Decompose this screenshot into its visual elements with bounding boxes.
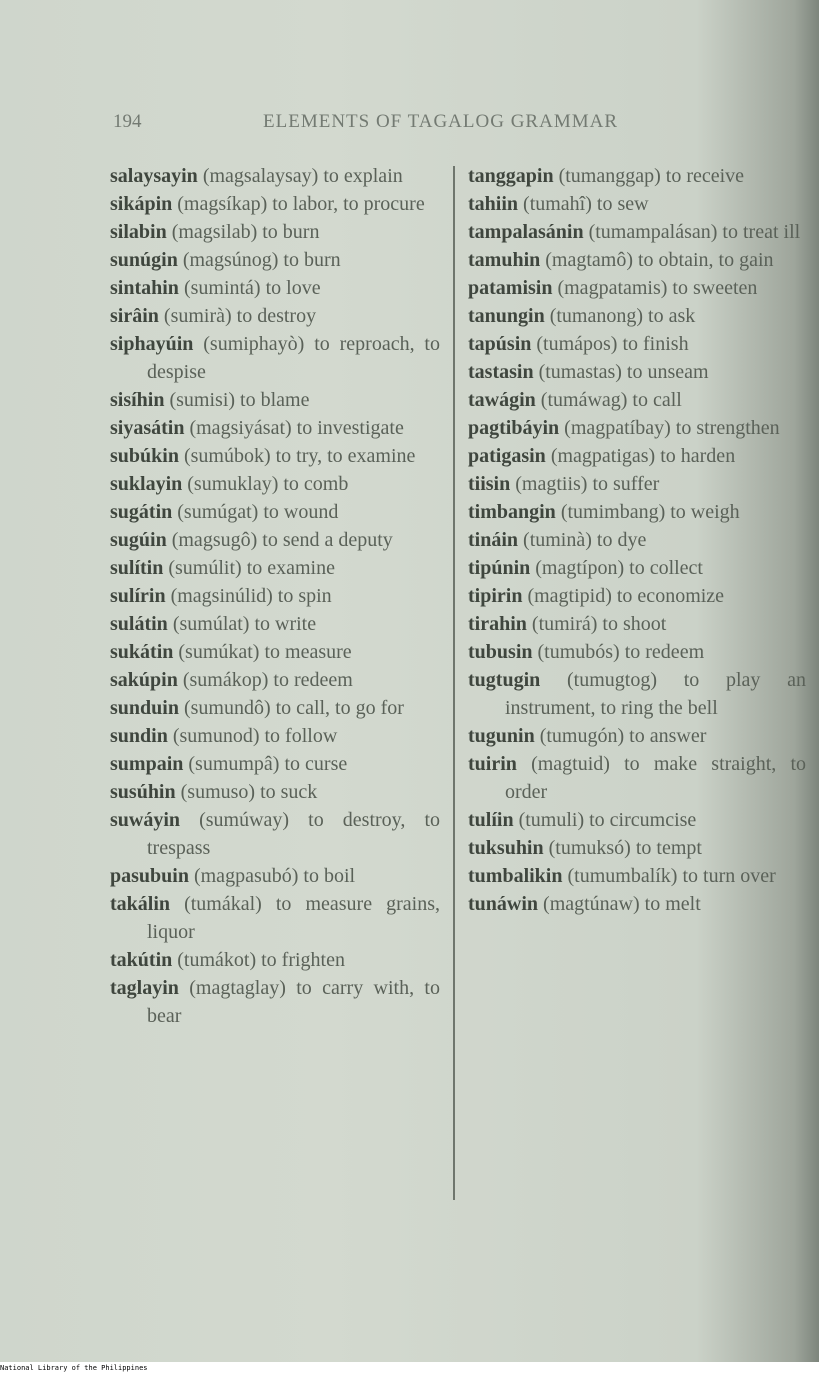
entry-headword: timbangin xyxy=(468,501,556,523)
entry-definition: (tumuli) to circumcise xyxy=(518,809,697,831)
entry-definition: (magsinúlid) to spin xyxy=(170,585,332,607)
entry-headword: subúkin xyxy=(110,445,179,467)
dictionary-entry xyxy=(110,974,440,1030)
entry-definition: (magtuid) to make straight, to order xyxy=(505,753,807,803)
dictionary-entry xyxy=(110,414,440,442)
entry-headword: tiisin xyxy=(468,473,511,495)
entry-headword: susúhin xyxy=(110,781,176,803)
entry-headword: pasubuin xyxy=(110,865,189,887)
dictionary-entry xyxy=(110,610,440,638)
entry-definition: (sumúgat) to wound xyxy=(177,501,339,523)
entry-headword: salaysayin xyxy=(110,165,198,187)
dictionary-entry xyxy=(110,638,440,666)
left-column xyxy=(110,162,440,1030)
dictionary-entry xyxy=(468,610,806,638)
dictionary-entry xyxy=(468,862,806,890)
running-head: ELEMENTS OF TAGALOG GRAMMAR xyxy=(263,111,619,132)
dictionary-entry xyxy=(110,778,440,806)
entry-headword: sugúin xyxy=(110,529,167,551)
entry-headword: tirahin xyxy=(468,613,527,635)
dictionary-entry xyxy=(468,358,806,386)
dictionary-entry xyxy=(468,414,806,442)
dictionary-entry xyxy=(468,750,806,806)
entry-definition: (tumirá) to shoot xyxy=(531,613,667,635)
entry-headword: tulíin xyxy=(468,809,514,831)
entry-headword: takútin xyxy=(110,949,173,971)
entry-definition: (sumiphayò) to reproach, to despise xyxy=(147,333,440,383)
dictionary-entry xyxy=(110,750,440,778)
entry-definition: (tumugtog) to play an instrument, to ring the bell xyxy=(505,669,807,719)
entry-headword: sikápin xyxy=(110,193,173,215)
entry-headword: pagtibáyin xyxy=(468,417,560,439)
dictionary-entry xyxy=(468,666,806,722)
dictionary-entry xyxy=(110,554,440,582)
entry-headword: sugátin xyxy=(110,501,173,523)
entry-definition: (magpatíbay) to strengthen xyxy=(564,417,780,439)
entry-definition: (sumúlat) to write xyxy=(172,613,317,635)
column-divider xyxy=(453,166,455,1200)
dictionary-entry xyxy=(110,582,440,610)
entry-definition: (tumápos) to finish xyxy=(536,333,689,355)
entry-definition: (magtúnaw) to melt xyxy=(543,893,701,915)
entry-headword: tuksuhin xyxy=(468,837,544,859)
entry-headword: tunáwin xyxy=(468,893,539,915)
entry-definition: (magsalaysay) to explain xyxy=(202,165,403,187)
entry-headword: patamisin xyxy=(468,277,553,299)
entry-headword: sulírin xyxy=(110,585,166,607)
entry-definition: (tumuksó) to tempt xyxy=(548,837,702,859)
entry-headword: sisíhin xyxy=(110,389,165,411)
entry-definition: (magsilab) to burn xyxy=(171,221,320,243)
footer-watermark: National Library of the Philippines xyxy=(0,1364,148,1372)
dictionary-entry xyxy=(468,470,806,498)
entry-headword: tawágin xyxy=(468,389,536,411)
entry-definition: (magsíkap) to labor, to procure xyxy=(177,193,425,215)
entry-definition: (sumúkat) to measure xyxy=(178,641,352,663)
entry-definition: (tumákot) to frighten xyxy=(177,949,345,971)
entry-headword: tipúnin xyxy=(468,557,531,579)
dictionary-entry xyxy=(468,526,806,554)
entry-definition: (tumumbalík) to turn over xyxy=(567,865,776,887)
entry-definition: (tumanong) to ask xyxy=(549,305,696,327)
dictionary-entry xyxy=(468,330,806,358)
dictionary-entry xyxy=(110,442,440,470)
entry-definition: (sumundô) to call, to go for xyxy=(183,697,404,719)
entry-headword: siyasátin xyxy=(110,417,185,439)
entry-definition: (sumuso) to suck xyxy=(180,781,318,803)
entry-definition: (sumisi) to blame xyxy=(169,389,310,411)
entry-headword: tahiin xyxy=(468,193,519,215)
entry-headword: suklayin xyxy=(110,473,183,495)
dictionary-entry xyxy=(468,638,806,666)
entry-definition: (magtipid) to economize xyxy=(527,585,725,607)
entry-headword: tumbalikin xyxy=(468,865,563,887)
dictionary-entry xyxy=(110,470,440,498)
entry-headword: tamuhin xyxy=(468,249,541,271)
dictionary-entry xyxy=(110,946,440,974)
right-column xyxy=(468,162,806,918)
dictionary-entry xyxy=(110,694,440,722)
dictionary-entry xyxy=(110,218,440,246)
dictionary-entry xyxy=(110,302,440,330)
entry-headword: sirâin xyxy=(110,305,159,327)
entry-definition: (magtaglay) to carry with, to bear xyxy=(147,977,440,1027)
page-number: 194 xyxy=(113,111,142,132)
entry-headword: sakúpin xyxy=(110,669,178,691)
dictionary-entry xyxy=(110,498,440,526)
entry-definition: (sumirà) to destroy xyxy=(163,305,317,327)
dictionary-entry xyxy=(468,554,806,582)
entry-headword: sukátin xyxy=(110,641,174,663)
entry-definition: (magpasubó) to boil xyxy=(193,865,356,887)
entry-headword: tapúsin xyxy=(468,333,532,355)
entry-headword: tanggapin xyxy=(468,165,554,187)
entry-headword: tugtugin xyxy=(468,669,541,691)
entry-definition: (tumimbang) to weigh xyxy=(560,501,740,523)
dictionary-entry xyxy=(468,386,806,414)
entry-definition: (sumuklay) to comb xyxy=(187,473,349,495)
entry-definition: (sumúbok) to try, to examine xyxy=(183,445,416,467)
dictionary-entry xyxy=(110,162,440,190)
entry-definition: (magtamô) to obtain, to gain xyxy=(545,249,774,271)
entry-headword: tináin xyxy=(468,529,519,551)
dictionary-entry xyxy=(468,806,806,834)
entry-headword: sintahin xyxy=(110,277,179,299)
entry-headword: suwáyin xyxy=(110,809,181,831)
dictionary-entry xyxy=(110,190,440,218)
dictionary-entry xyxy=(468,442,806,470)
entry-definition: (tumanggap) to receive xyxy=(558,165,745,187)
entry-headword: silabin xyxy=(110,221,167,243)
dictionary-entry xyxy=(468,498,806,526)
dictionary-entry xyxy=(468,162,806,190)
entry-definition: (tumampalásan) to treat ill xyxy=(588,221,801,243)
dictionary-entry xyxy=(468,302,806,330)
dictionary-entry xyxy=(468,722,806,750)
dictionary-entry xyxy=(110,274,440,302)
entry-definition: (sumúway) to destroy, to trespass xyxy=(147,809,441,859)
entry-headword: tugunin xyxy=(468,725,535,747)
entry-definition: (tumahî) to sew xyxy=(523,193,649,215)
dictionary-entry xyxy=(110,806,440,862)
dictionary-entry xyxy=(468,246,806,274)
entry-headword: sunduin xyxy=(110,697,179,719)
dictionary-entry xyxy=(110,722,440,750)
entry-headword: takálin xyxy=(110,893,171,915)
dictionary-entry xyxy=(468,218,806,246)
entry-headword: tastasin xyxy=(468,361,534,383)
entry-headword: sulátin xyxy=(110,613,168,635)
entry-headword: sundin xyxy=(110,725,168,747)
dictionary-entry xyxy=(110,330,440,386)
entry-definition: (sumúlit) to examine xyxy=(168,557,335,579)
entry-headword: siphayúin xyxy=(110,333,194,355)
dictionary-entry xyxy=(468,582,806,610)
entry-definition: (tumugón) to answer xyxy=(539,725,707,747)
entry-headword: tubusin xyxy=(468,641,533,663)
entry-definition: (sumintá) to love xyxy=(183,277,321,299)
entry-headword: tuirin xyxy=(468,753,517,775)
entry-definition: (tumáwag) to call xyxy=(540,389,682,411)
entry-definition: (sumákop) to redeem xyxy=(182,669,353,691)
entry-definition: (tumubós) to redeem xyxy=(537,641,705,663)
entry-headword: patigasin xyxy=(468,445,546,467)
entry-definition: (magpatamis) to sweeten xyxy=(557,277,758,299)
entry-definition: (tumastas) to unseam xyxy=(538,361,709,383)
entry-headword: sunúgin xyxy=(110,249,178,271)
entry-definition: (magsugô) to send a deputy xyxy=(171,529,393,551)
entry-definition: (tuminà) to dye xyxy=(523,529,647,551)
entry-definition: (tumákal) to measure grains, liquor xyxy=(147,893,441,943)
entry-headword: sulítin xyxy=(110,557,164,579)
entry-headword: tipirin xyxy=(468,585,523,607)
dictionary-entry xyxy=(110,890,440,946)
entry-definition: (sumunod) to follow xyxy=(172,725,338,747)
entry-headword: taglayin xyxy=(110,977,179,999)
entry-definition: (magsiyásat) to investigate xyxy=(189,417,404,439)
entry-definition: (magsúnog) to burn xyxy=(182,249,341,271)
entry-definition: (magtiis) to suffer xyxy=(515,473,660,495)
entry-headword: tanungin xyxy=(468,305,545,327)
dictionary-entry xyxy=(110,862,440,890)
dictionary-entry xyxy=(110,246,440,274)
dictionary-entry xyxy=(468,834,806,862)
dictionary-entry xyxy=(468,890,806,918)
entry-headword: tampalasánin xyxy=(468,221,584,243)
dictionary-entry xyxy=(468,190,806,218)
dictionary-entry xyxy=(110,666,440,694)
entry-definition: (magpatigas) to harden xyxy=(550,445,736,467)
entry-definition: (sumumpâ) to curse xyxy=(188,753,348,775)
entry-headword: sumpain xyxy=(110,753,184,775)
entry-definition: (magtípon) to collect xyxy=(535,557,703,579)
dictionary-entry xyxy=(110,526,440,554)
dictionary-entry xyxy=(468,274,806,302)
dictionary-entry xyxy=(110,386,440,414)
